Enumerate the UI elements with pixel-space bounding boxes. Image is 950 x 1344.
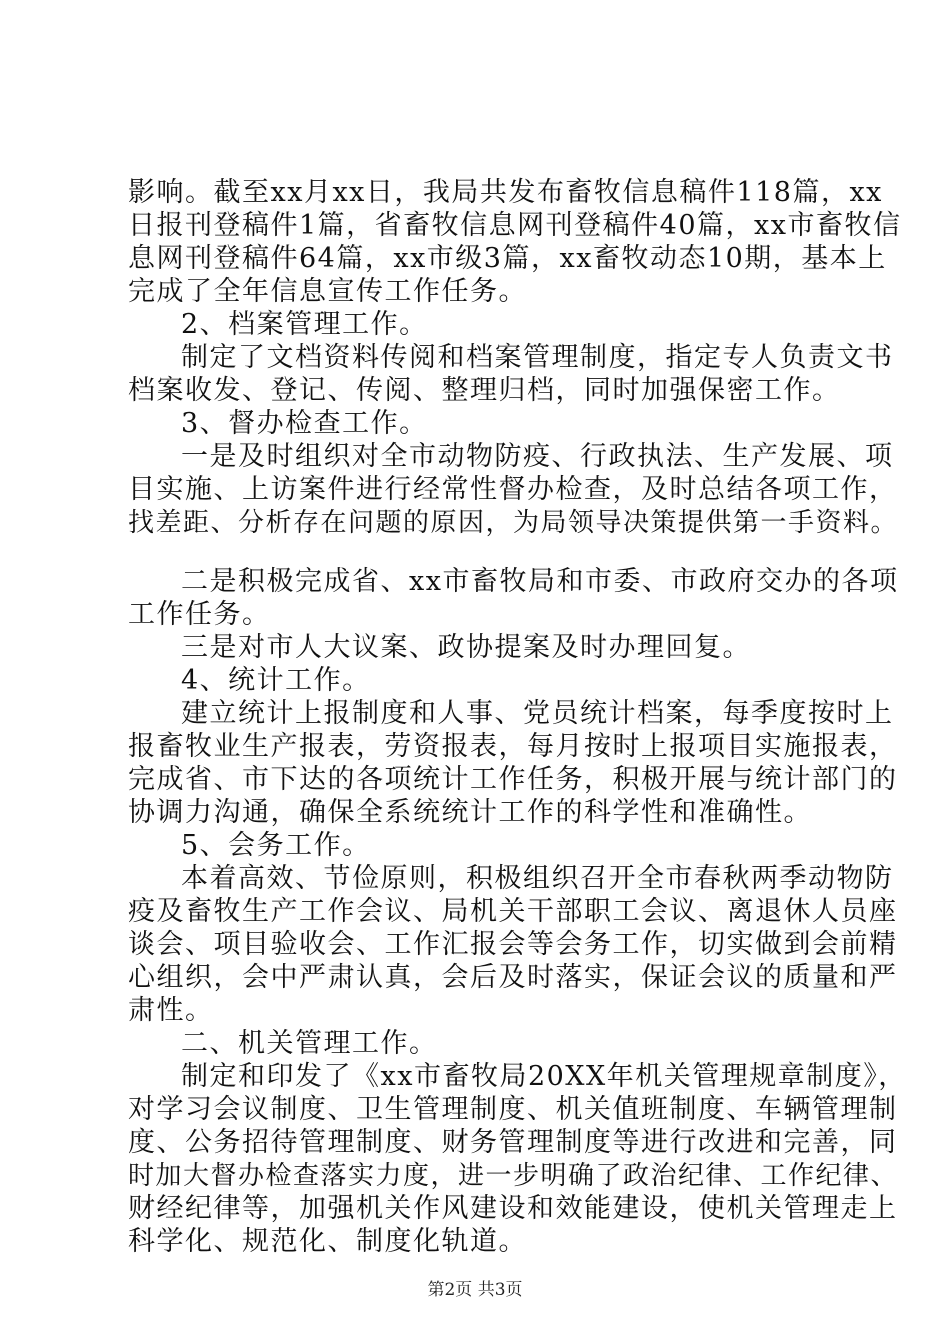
paragraph-line: 制定了文档资料传阅和档案管理制度，指定专人负责文书 bbox=[181, 342, 894, 373]
section-heading: 5、会务工作。 bbox=[181, 830, 371, 861]
paragraph-line: 本着高效、节俭原则，积极组织召开全市春秋两季动物防 bbox=[181, 863, 894, 894]
paragraph-line: 肃性。 bbox=[128, 995, 214, 1026]
paragraph-line: 心组织，会中严肃认真，会后及时落实，保证会议的质量和严 bbox=[128, 962, 898, 993]
paragraph-line: 度、公务招待管理制度、财务管理制度等进行改进和完善，同 bbox=[128, 1127, 898, 1158]
paragraph-line: 建立统计上报制度和人事、党员统计档案，每季度按时上 bbox=[181, 698, 894, 729]
paragraph-line: 对学习会议制度、卫生管理制度、机关值班制度、车辆管理制 bbox=[128, 1094, 898, 1125]
paragraph-line: 影响。截至xx月xx日，我局共发布畜牧信息稿件118篇，xx bbox=[128, 177, 883, 208]
paragraph-line: 协调力沟通，确保全系统统计工作的科学性和准确性。 bbox=[128, 797, 812, 828]
paragraph-line: 目实施、上访案件进行经常性督办检查，及时总结各项工作， bbox=[128, 474, 898, 505]
paragraph-line: 疫及畜牧生产工作会议、局机关干部职工会议、离退休人员座 bbox=[128, 896, 898, 927]
paragraph-line: 完成了全年信息宣传工作任务。 bbox=[128, 276, 527, 307]
paragraph-line: 二是积极完成省、xx市畜牧局和市委、市政府交办的各项 bbox=[181, 566, 899, 597]
paragraph-line: 日报刊登稿件1篇，省畜牧信息网刊登稿件40篇，xx市畜牧信 bbox=[128, 210, 902, 241]
paragraph-line: 一是及时组织对全市动物防疫、行政执法、生产发展、项 bbox=[181, 441, 894, 472]
section-heading: 3、督办检查工作。 bbox=[181, 408, 428, 439]
paragraph-line: 找差距、分析存在问题的原因，为局领导决策提供第一手资料。 bbox=[128, 508, 899, 538]
paragraph-line: 制定和印发了《xx市畜牧局20XX年机关管理规章制度》， bbox=[181, 1061, 907, 1092]
section-heading: 2、档案管理工作。 bbox=[181, 309, 428, 340]
section-heading: 二、机关管理工作。 bbox=[181, 1028, 438, 1059]
paragraph-line: 档案收发、登记、传阅、整理归档，同时加强保密工作。 bbox=[128, 375, 841, 406]
paragraph-line: 完成省、市下达的各项统计工作任务，积极开展与统计部门的 bbox=[128, 764, 898, 795]
page-number-footer: 第2页 共3页 bbox=[427, 1280, 523, 1300]
paragraph-line: 工作任务。 bbox=[128, 599, 271, 630]
paragraph-line: 科学化、规范化、制度化轨道。 bbox=[128, 1226, 527, 1257]
paragraph-line: 财经纪律等，加强机关作风建设和效能建设，使机关管理走上 bbox=[128, 1193, 898, 1224]
paragraph-line: 三是对市人大议案、政协提案及时办理回复。 bbox=[181, 632, 751, 663]
paragraph-line: 谈会、项目验收会、工作汇报会等会务工作，切实做到会前精 bbox=[128, 929, 898, 960]
paragraph-line: 报畜牧业生产报表，劳资报表，每月按时上报项目实施报表， bbox=[128, 731, 898, 762]
paragraph-line: 息网刊登稿件64篇，xx市级3篇，xx畜牧动态10期，基本上 bbox=[128, 243, 887, 274]
paragraph-line: 时加大督办检查落实力度，进一步明确了政治纪律、工作纪律、 bbox=[128, 1161, 899, 1191]
section-heading: 4、统计工作。 bbox=[181, 665, 371, 696]
